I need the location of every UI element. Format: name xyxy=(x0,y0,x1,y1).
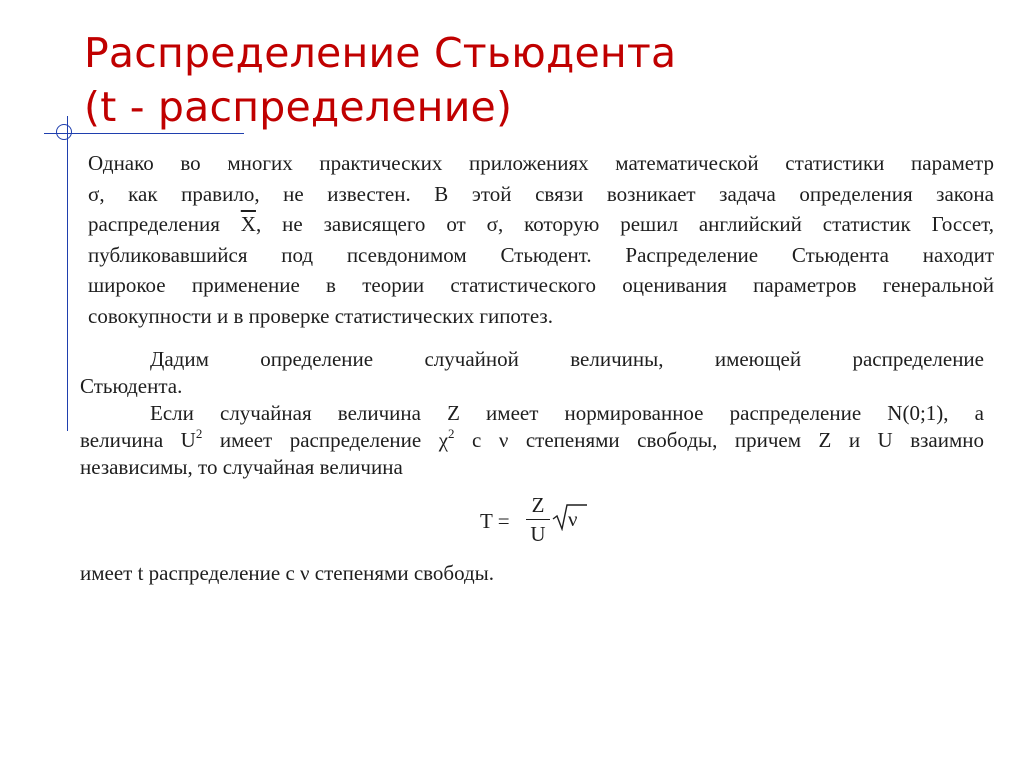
formula-denominator: U xyxy=(530,522,546,546)
text-segment: , не зависящего от σ, которую решил английский статистик Госсет, xyxy=(255,212,994,236)
decor-horizontal-line xyxy=(44,133,244,134)
text-line xyxy=(80,427,984,454)
paragraph-definition xyxy=(80,346,984,481)
x-bar-symbol: $\overline{X}$ xyxy=(240,212,256,236)
slide-title xyxy=(84,26,676,134)
text-line: независимы, то случайная величина xyxy=(80,455,403,479)
fraction-bar xyxy=(526,519,550,520)
paragraph-intro xyxy=(88,148,994,331)
text-segment: с ν степенями свободы, причем Z и U взаимно xyxy=(454,428,985,452)
text-segment: распределения xyxy=(88,212,241,236)
text-line: Стьюдента. xyxy=(80,374,183,398)
title-line-1: Распределение Стьюдента xyxy=(84,29,677,77)
text-line xyxy=(88,209,994,240)
text-line: Если случайная величина Z имеет нормированное распределение N(0;1), а xyxy=(150,401,984,425)
text-line: Дадим определение случайной величины, имеющей распределение xyxy=(150,347,984,371)
text-line: совокупности и в проверке статистических гипотез. xyxy=(88,303,553,328)
superscript: 2 xyxy=(195,426,203,441)
formula-fraction xyxy=(526,493,550,546)
text-line: σ, как правило, не известен. В этой связи возникает задача определения закона xyxy=(88,181,994,206)
decor-circle xyxy=(56,124,72,140)
text-segment: имеет распределение χ xyxy=(202,428,449,452)
formula-sqrt xyxy=(552,503,588,531)
text-line: публиковавшийся под псевдонимом Стьюдент. Распределение Стьюдента находит xyxy=(88,242,994,267)
paragraph-conclusion: имеет t распределение с ν степенями свободы. xyxy=(80,561,495,585)
text-line: Однако во многих практических приложениях математической статистики параметр xyxy=(88,151,994,175)
formula-numerator: Z xyxy=(531,493,545,517)
formula-radicand: ν xyxy=(568,507,578,531)
formula-lhs: T = xyxy=(480,509,510,533)
decor-vertical-line xyxy=(67,116,68,431)
title-line-2: (t - распределение) xyxy=(84,83,513,131)
text-segment: величина U xyxy=(80,428,196,452)
text-line: широкое применение в теории статистического оценивания параметров генеральной xyxy=(88,273,994,297)
superscript: 2 xyxy=(448,426,455,441)
